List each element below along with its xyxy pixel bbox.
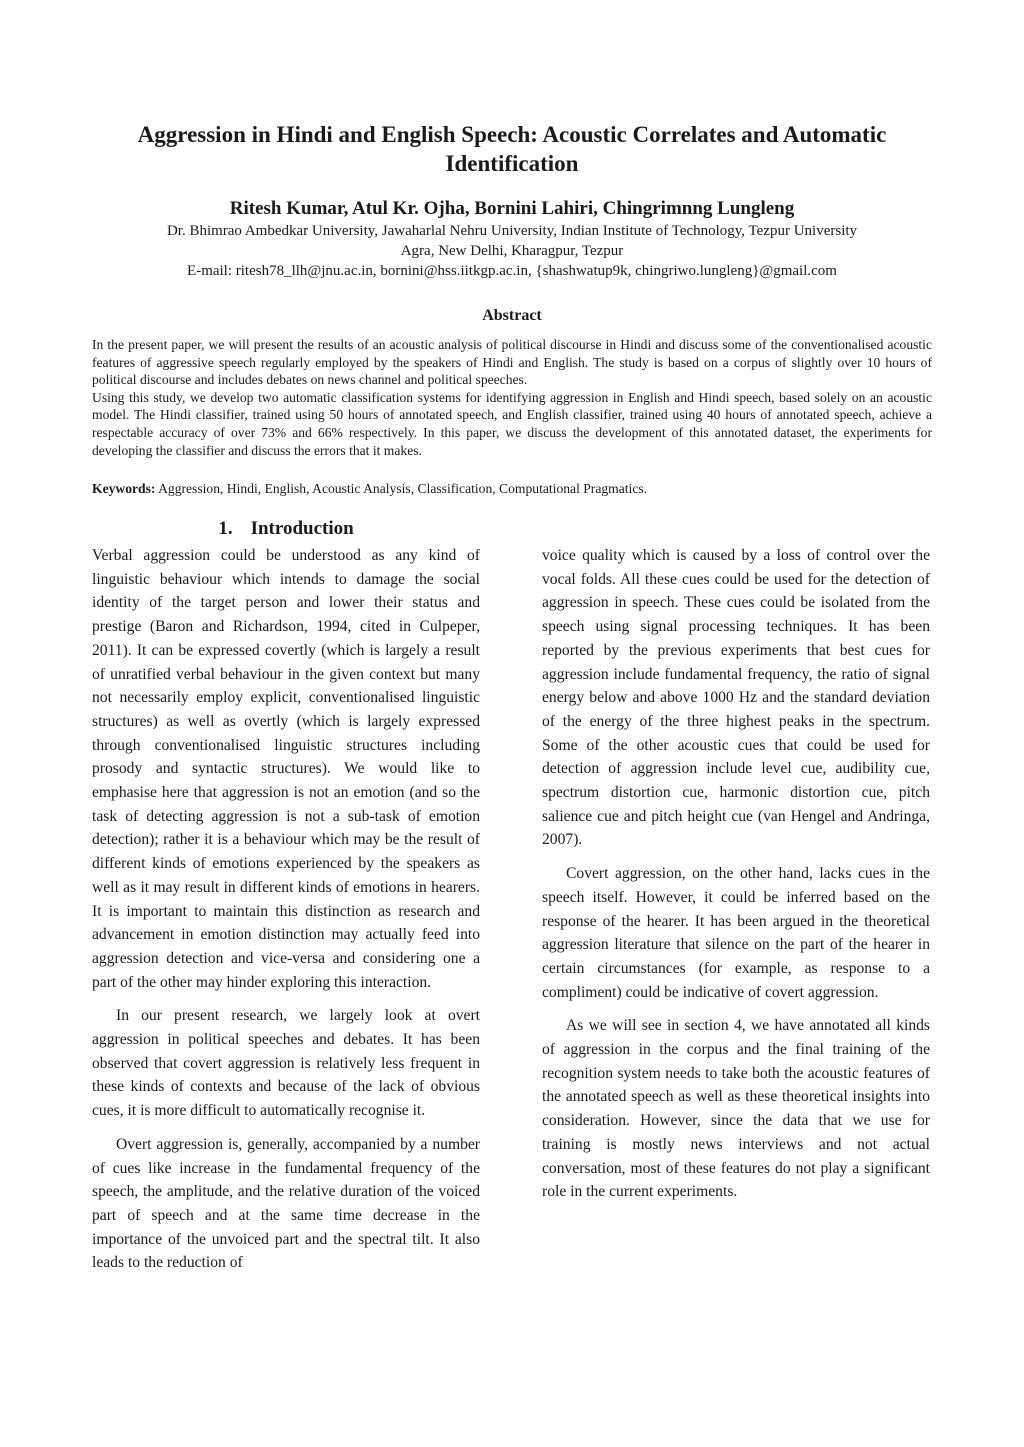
keywords — [92, 480, 932, 497]
body-paragraph: In our present research, we largely look at overt aggression in political speeches and debates. It has been observed that covert aggression is relatively less frequent in these kinds of contexts and because of the lack of obvious cues, it is more difficult to automatically recognise it. — [92, 1007, 480, 1120]
keywords-label: Keywords: — [92, 481, 156, 496]
body-paragraph: voice quality which is caused by a loss of control over the vocal folds. All these cues could be used for the detection of aggression in speech. These cues could be isolated from the speech using signal processing techniques. It has been reported by the previous experiments that best cues for aggression include fundamental frequency, the ratio of signal energy below and above 1000 Hz and the standard deviation of the energy of the three highest peaks in the spectrum. Some of the other acoustic cues that could be used for detection of aggression include level cue, audibility cue, spectrum distortion cue, harmonic distortion cue, pitch salience cue and pitch height cue (van Hengel and Andringa, 2007). — [542, 547, 930, 849]
abstract-paragraph: Using this study, we develop two automatic classification systems for identifying aggression in English and Hindi speech, based solely on an acoustic model. The Hindi classifier, trained using 50 hours of annotated speech, and English classifier, trained using 40 hours of annotated speech, achieve a respectable accuracy of over 73% and 66% respectively. In this paper, we discuss the development of this annotated dataset, the experiments for developing the classifier and discuss the errors that it makes. — [92, 389, 932, 458]
body-paragraph: Covert aggression, on the other hand, lacks cues in the speech itself. However, it could be inferred based on the response of the hearer. It has been argued in the theoretical aggression literature that silence on the part of the hearer in certain circumstances (for example, as response to a compliment) could be indicative of covert aggression. — [542, 865, 930, 1001]
affiliation-line-1: Dr. Bhimrao Ambedkar University, Jawaharlal Nehru University, Indian Institute of Technology, Tezpur University — [166, 223, 858, 239]
affiliation-line-2: Agra, New Delhi, Kharagpur, Tezpur — [400, 243, 624, 259]
abstract-paragraph: In the present paper, we will present the results of an acoustic analysis of political discourse in Hindi and discuss some of the conventionalised acoustic features of aggressive speech regularly employed by the speakers of Hindi and English. The study is based on a corpus of slightly over 10 hours of political discourse and includes debates on news channel and political speeches. — [92, 337, 932, 388]
section-title: Introduction — [250, 518, 354, 539]
author-list: Ritesh Kumar, Atul Kr. Ojha, Bornini Lahiri, Chingrimnng Lungleng — [229, 198, 795, 219]
body-paragraph: As we will see in section 4, we have annotated all kinds of aggression in the corpus and the final training of the recognition system needs to take both the acoustic features of the annotated speech as well as these theoretical insights into consideration. However, since the data that we use for training is mostly news interviews and not actual conversation, most of these features do not play a significant role in the current experiments. — [542, 1017, 930, 1201]
paper-title: Aggression in Hindi and English Speech: Acoustic Correlates and Automatic Identification — [137, 122, 887, 176]
email-line: E-mail: ritesh78_llh@jnu.ac.in, bornini@hss.iitkgp.ac.in, {shashwatup9k, chingriwo.lungleng}@gmail.com — [187, 263, 837, 279]
affiliations — [92, 221, 932, 281]
left-column — [92, 544, 480, 1285]
section-number: 1. — [218, 518, 233, 539]
body-paragraph: Verbal aggression could be understood as any kind of linguistic behaviour which intends to damage the social identity of the target person and lower their status and prestige (Baron and Richardson, 1994, cited in Culpeper, 2011). It can be expressed covertly (which is largely a result of unratified verbal behaviour in the given context but many not necessarily employ explicit, conventionalised linguistic structures) as well as overtly (which is largely expressed through conventionalised linguistic structures including prosody and syntactic structures). We would like to emphasise here that aggression is not an emotion (and so the task of detecting aggression is not a sub-task of emotion detection); rather it is a behaviour which may be the result of different kinds of emotions experienced by the speakers as well as it may result in different kinds of emotions in hearers. It is important to maintain this distinction as research and advancement in emotion distinction may actually feed into aggression detection and vice-versa and considering one a part of the other may hinder exploring this interaction. — [92, 547, 480, 991]
abstract — [92, 336, 932, 459]
body-paragraph: Overt aggression is, generally, accompanied by a number of cues like increase in the fundamental frequency of the speech, the amplitude, and the relative duration of the voiced part of speech and at the same time decrease in the importance of the unvoiced part and the spectral tilt. It also leads to the reduction of — [92, 1135, 480, 1272]
abstract-heading: Abstract — [482, 307, 542, 324]
keywords-text: Aggression, Hindi, English, Acoustic Analysis, Classification, Computational Pragmatics. — [155, 481, 648, 496]
section-heading-introduction — [92, 516, 480, 542]
right-column — [542, 544, 930, 1214]
